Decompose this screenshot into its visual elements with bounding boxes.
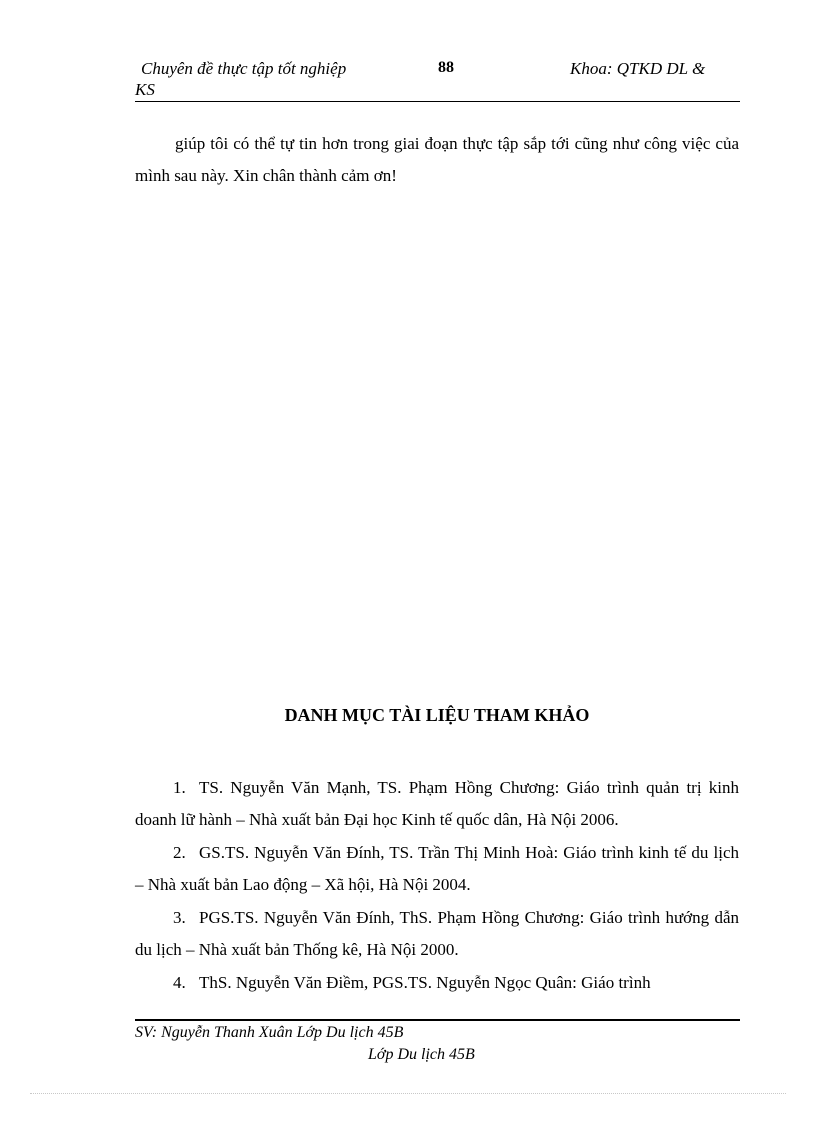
header-course-title: Chuyên đề thực tập tốt nghiệp <box>141 59 347 78</box>
references-list <box>135 772 739 1000</box>
reference-item <box>135 902 739 966</box>
references-title: DANH MỤC TÀI LIỆU THAM KHẢO <box>284 705 590 725</box>
reference-text: GS.TS. Nguyễn Văn Đính, TS. Trần Thị Minh Hoà: Giáo trình kinh tế du lịch – Nhà xuất bản Lao động – Xã hội, Hà Nội 2004. <box>135 843 739 894</box>
page-bottom-dotted-line <box>30 1093 786 1094</box>
reference-item <box>135 967 739 999</box>
footer-student: SV: Nguyễn Thanh Xuân Lớp Du lịch 45B <box>135 1024 404 1041</box>
reference-text: PGS.TS. Nguyễn Văn Đính, ThS. Phạm Hồng Chương: Giáo trình hướng dẫn du lịch – Nhà xuất bản Thống kê, Hà Nội 2000. <box>135 908 739 959</box>
page-number: 88 <box>438 59 454 76</box>
reference-number: 2. <box>173 843 186 862</box>
reference-item <box>135 772 739 836</box>
reference-number: 4. <box>173 973 186 992</box>
header-rule <box>135 101 740 102</box>
reference-number: 3. <box>173 908 186 927</box>
footer-rule <box>135 1019 740 1021</box>
header-faculty-wrap: KS <box>135 80 155 99</box>
reference-item <box>135 837 739 901</box>
intro-paragraph: giúp tôi có thể tự tin hơn trong giai đoạn thực tập sắp tới cũng như công việc của mình sau này. Xin chân thành cảm ơn! <box>135 134 739 185</box>
reference-number: 1. <box>173 778 186 797</box>
header-faculty: Khoa: QTKD DL & <box>570 59 706 78</box>
reference-text: TS. Nguyễn Văn Mạnh, TS. Phạm Hồng Chương: Giáo trình quản trị kinh doanh lữ hành – Nhà xuất bản Đại học Kinh tế quốc dân, Hà Nội 2006. <box>135 778 739 829</box>
footer-class: Lớp Du lịch 45B <box>368 1046 475 1063</box>
reference-text: ThS. Nguyễn Văn Điềm, PGS.TS. Nguyễn Ngọc Quân: Giáo trình <box>199 973 651 992</box>
